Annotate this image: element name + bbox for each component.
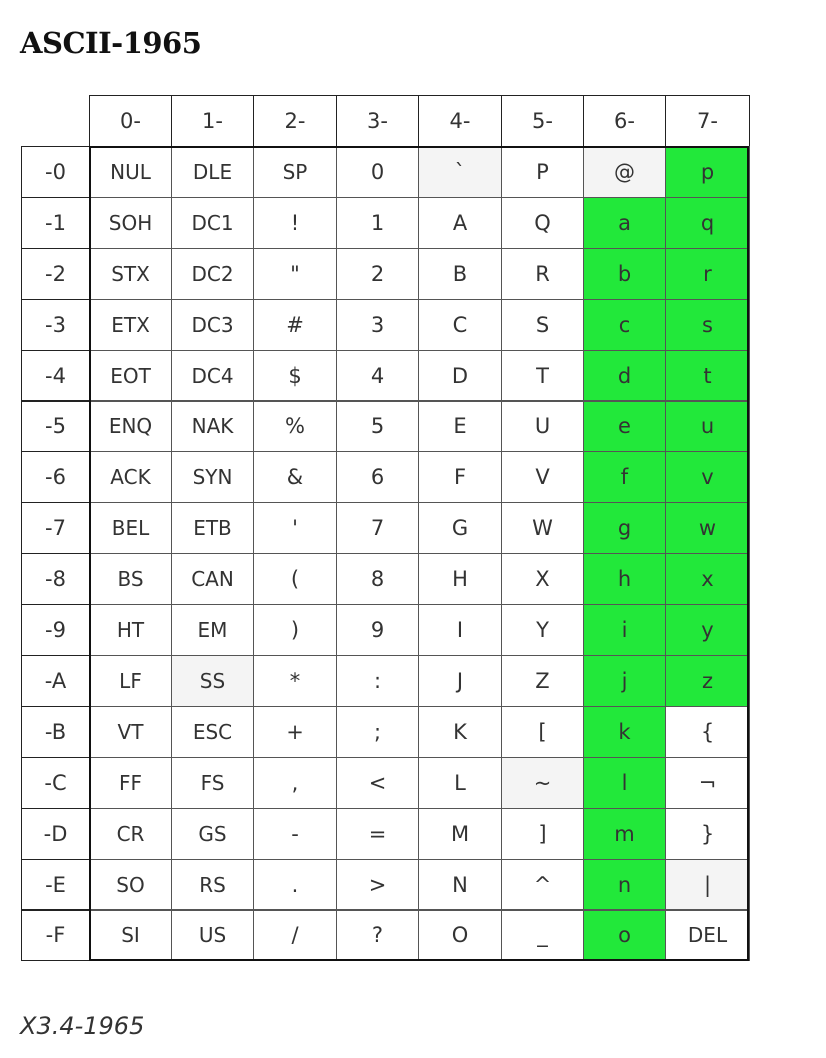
code-cell: C	[418, 299, 502, 351]
code-cell: DC1	[171, 197, 254, 249]
code-cell: -	[253, 808, 337, 860]
code-cell: 9	[336, 604, 419, 656]
code-cell: ESC	[171, 706, 254, 758]
code-cell: US	[171, 910, 254, 962]
code-cell: Z	[501, 655, 584, 707]
code-cell: _	[501, 910, 584, 962]
code-cell: d	[583, 350, 666, 402]
code-cell: CAN	[171, 553, 254, 605]
code-cell: H	[418, 553, 502, 605]
code-cell: A	[418, 197, 502, 249]
code-cell: `	[418, 146, 502, 198]
code-cell: GS	[171, 808, 254, 860]
code-cell: ETB	[171, 502, 254, 554]
code-cell: ^	[501, 859, 584, 911]
code-cell: EOT	[89, 350, 172, 402]
code-cell: )	[253, 604, 337, 656]
code-cell: '	[253, 502, 337, 554]
row-header: -4	[21, 350, 90, 402]
code-cell: e	[583, 401, 666, 453]
code-cell: SI	[89, 910, 172, 962]
row-header: -1	[21, 197, 90, 249]
code-cell: 8	[336, 553, 419, 605]
code-cell: E	[418, 401, 502, 453]
row-header: -8	[21, 553, 90, 605]
code-cell: *	[253, 655, 337, 707]
code-cell: o	[583, 910, 666, 962]
code-cell: .	[253, 859, 337, 911]
code-cell: SOH	[89, 197, 172, 249]
column-header: 4-	[418, 95, 502, 147]
code-cell: EM	[171, 604, 254, 656]
column-header: 2-	[253, 95, 337, 147]
code-cell: FS	[171, 757, 254, 809]
code-cell: J	[418, 655, 502, 707]
column-header: 5-	[501, 95, 584, 147]
code-cell: =	[336, 808, 419, 860]
code-cell: ¬	[665, 757, 750, 809]
row-header: -C	[21, 757, 90, 809]
code-cell: 0	[336, 146, 419, 198]
code-cell: W	[501, 502, 584, 554]
code-cell: L	[418, 757, 502, 809]
row-header: -3	[21, 299, 90, 351]
code-cell: SP	[253, 146, 337, 198]
code-cell: ~	[501, 757, 584, 809]
code-cell: z	[665, 655, 750, 707]
row-header: -B	[21, 706, 90, 758]
code-cell: BS	[89, 553, 172, 605]
code-cell: k	[583, 706, 666, 758]
code-cell: 5	[336, 401, 419, 453]
code-cell: {	[665, 706, 750, 758]
row-header: -5	[21, 401, 90, 453]
code-cell: NUL	[89, 146, 172, 198]
code-cell: R	[501, 248, 584, 300]
code-cell: t	[665, 350, 750, 402]
code-cell: LF	[89, 655, 172, 707]
code-cell: "	[253, 248, 337, 300]
code-cell: ?	[336, 910, 419, 962]
code-cell: SO	[89, 859, 172, 911]
code-cell: !	[253, 197, 337, 249]
column-header: 1-	[171, 95, 254, 147]
row-header: -2	[21, 248, 90, 300]
code-cell: I	[418, 604, 502, 656]
code-cell: $	[253, 350, 337, 402]
code-cell: F	[418, 451, 502, 503]
code-cell: }	[665, 808, 750, 860]
code-cell: HT	[89, 604, 172, 656]
row-header: -D	[21, 808, 90, 860]
code-cell: X	[501, 553, 584, 605]
column-header: 3-	[336, 95, 419, 147]
row-header: -E	[21, 859, 90, 911]
code-cell: i	[583, 604, 666, 656]
code-cell: s	[665, 299, 750, 351]
code-cell: NAK	[171, 401, 254, 453]
code-cell: l	[583, 757, 666, 809]
code-cell: ]	[501, 808, 584, 860]
code-cell: (	[253, 553, 337, 605]
row-header: -A	[21, 655, 90, 707]
code-cell: p	[665, 146, 750, 198]
code-cell: SS	[171, 655, 254, 707]
code-cell: g	[583, 502, 666, 554]
code-cell: T	[501, 350, 584, 402]
code-cell: [	[501, 706, 584, 758]
code-cell: 1	[336, 197, 419, 249]
code-cell: 4	[336, 350, 419, 402]
code-cell: j	[583, 655, 666, 707]
code-cell: f	[583, 451, 666, 503]
code-cell: :	[336, 655, 419, 707]
code-cell: M	[418, 808, 502, 860]
code-cell: DC2	[171, 248, 254, 300]
code-cell: c	[583, 299, 666, 351]
code-cell: N	[418, 859, 502, 911]
code-cell: b	[583, 248, 666, 300]
code-cell: h	[583, 553, 666, 605]
code-cell: q	[665, 197, 750, 249]
column-header: 6-	[583, 95, 666, 147]
code-cell: SYN	[171, 451, 254, 503]
code-cell: ACK	[89, 451, 172, 503]
code-cell: y	[665, 604, 750, 656]
code-cell: v	[665, 451, 750, 503]
code-cell: <	[336, 757, 419, 809]
code-cell: Q	[501, 197, 584, 249]
row-header: -0	[21, 146, 90, 198]
code-cell: |	[665, 859, 750, 911]
code-cell: STX	[89, 248, 172, 300]
code-cell: /	[253, 910, 337, 962]
code-cell: 7	[336, 502, 419, 554]
code-cell: @	[583, 146, 666, 198]
code-cell: #	[253, 299, 337, 351]
code-cell: K	[418, 706, 502, 758]
code-cell: x	[665, 553, 750, 605]
row-header: -6	[21, 451, 90, 503]
row-header: -9	[21, 604, 90, 656]
code-cell: +	[253, 706, 337, 758]
code-cell: a	[583, 197, 666, 249]
code-cell: r	[665, 248, 750, 300]
code-cell: ,	[253, 757, 337, 809]
column-header: 7-	[665, 95, 750, 147]
code-cell: P	[501, 146, 584, 198]
code-cell: G	[418, 502, 502, 554]
code-cell: 6	[336, 451, 419, 503]
code-cell: 2	[336, 248, 419, 300]
code-cell: FF	[89, 757, 172, 809]
code-cell: w	[665, 502, 750, 554]
code-cell: %	[253, 401, 337, 453]
code-cell: Y	[501, 604, 584, 656]
code-cell: ENQ	[89, 401, 172, 453]
code-cell: DC4	[171, 350, 254, 402]
page-title: ASCII-1965	[20, 26, 202, 60]
code-cell: B	[418, 248, 502, 300]
code-cell: u	[665, 401, 750, 453]
code-cell: &	[253, 451, 337, 503]
code-cell: V	[501, 451, 584, 503]
code-cell: 3	[336, 299, 419, 351]
code-cell: O	[418, 910, 502, 962]
row-header: -F	[21, 910, 90, 962]
standard-caption: X3.4-1965	[20, 1012, 145, 1040]
row-header: -7	[21, 502, 90, 554]
code-cell: U	[501, 401, 584, 453]
code-cell: n	[583, 859, 666, 911]
code-cell: RS	[171, 859, 254, 911]
code-cell: CR	[89, 808, 172, 860]
code-cell: D	[418, 350, 502, 402]
code-cell: S	[501, 299, 584, 351]
column-header: 0-	[89, 95, 172, 147]
code-cell: DEL	[665, 910, 750, 962]
code-cell: VT	[89, 706, 172, 758]
code-cell: DC3	[171, 299, 254, 351]
code-cell: ;	[336, 706, 419, 758]
code-cell: >	[336, 859, 419, 911]
code-cell: ETX	[89, 299, 172, 351]
code-cell: BEL	[89, 502, 172, 554]
code-cell: m	[583, 808, 666, 860]
code-cell: DLE	[171, 146, 254, 198]
